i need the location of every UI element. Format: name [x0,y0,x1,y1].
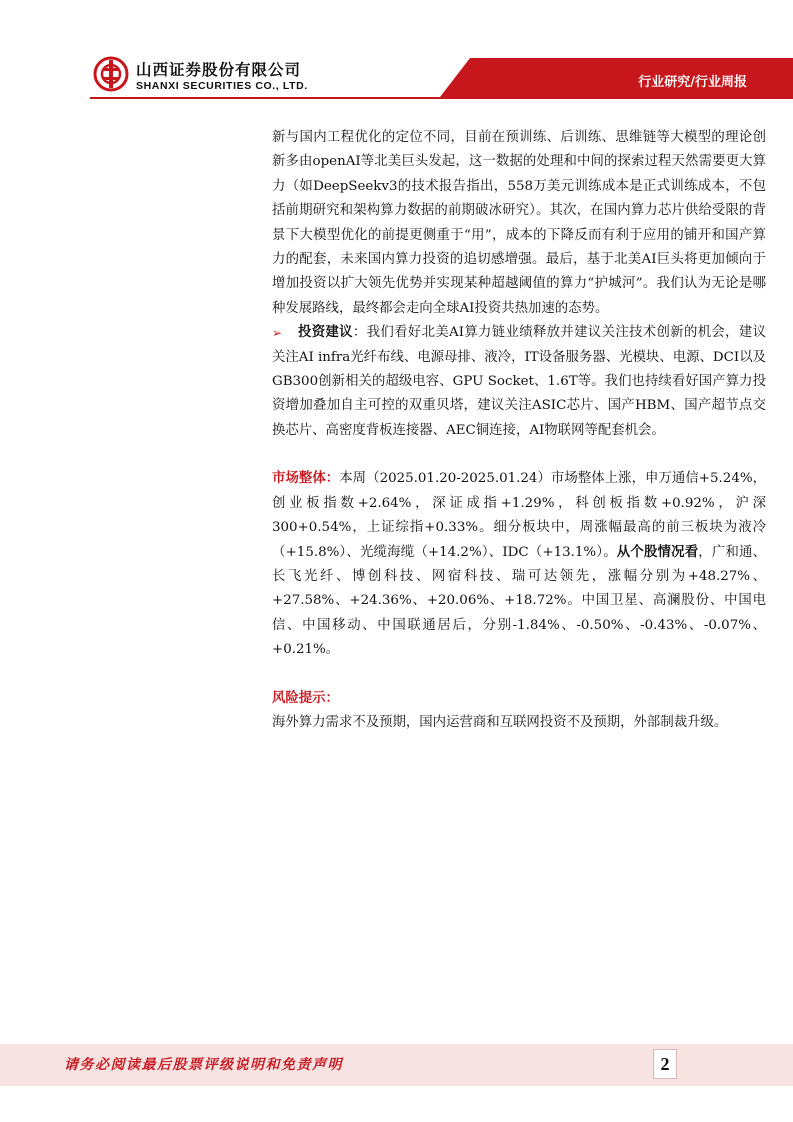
footer-disclaimer: 请务必阅读最后股票评级说明和免责声明 [64,1057,343,1073]
investment-advice-label: 投资建议 [298,325,353,341]
page-number: 2 [653,1049,677,1079]
market-overview-label: 市场整体： [272,471,340,487]
risk-heading [272,687,766,711]
header-divider [90,97,793,99]
spacer [272,443,766,467]
shanxi-securities-logo-icon [93,56,129,92]
spacer [272,663,766,687]
risk-text: 海外算力需求不及预期，国内运营商和互联网投资不及预期，外部制裁升级。 [272,714,728,730]
paragraph-analysis: 新与国内工程优化的定位不同，目前在预训练、后训练、思维链等大模型的理论创新多由openAI等北美巨头发起，这一数据的处理和中间的探索过程天然需要更大算力（如DeepSeekv3的技术报告指出，558万美元训练成本是正式训练成本，不包括前期研究和架构算力数据的前期破冰研究）。其次，在国内算力芯片供给受限的背景下大模型优化的前提更侧重于“用”，成本的下降反而有利于应用的铺开和国产算力的配套，未来国内算力投资的追切感增强。最后，基于北美AI巨头将更加倾向于增加投资以扩大领先优势并实现某种超越阈值的算力“护城河”。我们认为无论是哪种发展路线，最终都会走向全球AI投资共热加速的态势。 [272,130,766,316]
company-name-cn: 山西证券股份有限公司 [136,61,302,79]
investment-advice-text: ：我们看好北美AI算力链业绩释放并建议关注技术创新的机会，建议关注AI infra光纤布线、电源母排、液冷，IT设备服务器、光模块、电源、DCI以及GB300创新相关的超级电容、GPU Socket、1.6T等。我们也持续看好国产算力投资增加叠加自主可控的双重贝塔，建议关注ASIC芯片、国产HBM、国产超节点交换芯片、高密度背板连接器、AEC铜连接，AI物联网等配套机会。 [272,325,766,438]
bullet-arrow-icon: ➢ [272,326,283,341]
page-header [0,0,793,100]
market-overview-text: 本周（2025.01.20-2025.01.24）市场整体上涨，申万通信+5.24%，创业板指数+2.64%，深证成指+1.29%，科创板指数+0.92%，沪深300+0.54%，上证综指+0.33%。细分板块中，周涨幅最高的前三板块为液冷（+15.8%）、光缆海缆（+14.2%）、IDC（+13.1%）。 [272,471,767,560]
risk-label: 风险提示： [272,690,339,706]
company-name-en: SHANXI SECURITIES CO., LTD. [136,80,308,92]
market-overview-paragraph [272,467,766,662]
stock-performance-label: 从个股情况看 [616,544,699,560]
report-type-label: 行业研究/行业周报 [638,75,747,90]
investment-advice-paragraph [272,321,766,443]
report-body [272,126,766,735]
stock-performance-text: ，广和通、长飞光纤、博创科技、网宿科技、瑞可达领先，涨幅分别为+48.27%、+27.58%、+24.36%、+20.06%、+18.72%。中国卫星、高澜股份、中国电信、中国移动、中国联通居后，分别-1.84%、-0.50%、-0.43%、-0.07%、+0.21%。 [272,544,767,658]
